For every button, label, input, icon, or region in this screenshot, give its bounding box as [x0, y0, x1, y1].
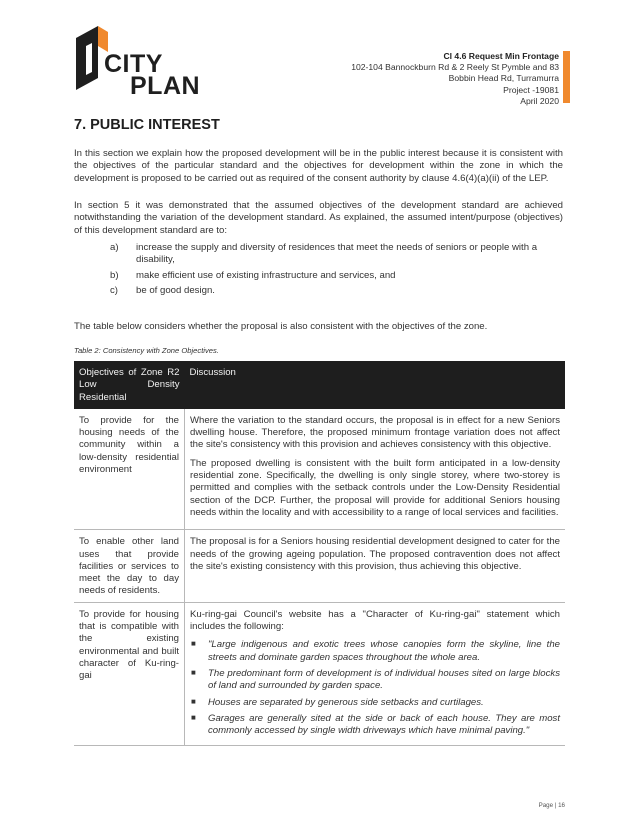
bullet-icon: ■: [191, 639, 196, 649]
table-header-row: [74, 361, 565, 409]
document-header: [351, 51, 559, 107]
list-item: [110, 270, 565, 282]
objective-cell: To provide for housing that is compatible with the existing environmental and built character of Ku-ring-gai: [74, 602, 185, 746]
header-title: Cl 4.6 Request Min Frontage: [443, 51, 559, 61]
list-item-label: b): [110, 269, 119, 281]
bullet-item: [191, 696, 560, 709]
header-accent-bar: [563, 51, 570, 103]
bullet-icon: ■: [191, 667, 196, 677]
bullet-icon: ■: [191, 712, 196, 722]
bullet-text: "Large indigenous and exotic trees whose canopies form the skyline, line the streets and dominate garden spaces throughout the whole area.: [208, 639, 560, 663]
table-row: [74, 602, 565, 746]
bullet-text: Houses are separated by generous side setbacks and curtilages.: [208, 696, 484, 708]
discussion-cell: [185, 602, 566, 746]
list-item: [110, 242, 565, 267]
objective-cell: To enable other land uses that provide facilities or services to meet the day to day needs of residents.: [74, 530, 185, 602]
page-number: Page | 16: [538, 802, 565, 809]
zone-objectives-table: [74, 361, 565, 746]
column-header-objectives: Objectives of Zone R2 Low Density Residential: [74, 361, 185, 409]
bullet-item: [191, 667, 560, 693]
bullet-item: [191, 639, 560, 664]
objectives-list: [110, 242, 565, 300]
header-address-line1: 102-104 Bannockburn Rd & 2 Reely St Pymble and 83: [351, 62, 559, 73]
table-row: [74, 409, 565, 530]
header-project: Project -19081: [503, 84, 559, 95]
list-item-label: c): [110, 284, 118, 296]
paragraph-objectives: In section 5 it was demonstrated that the assumed objectives of the development standard are achieved notwithstanding the variation of the development standard. As explained, the assumed intent/purpose (objectives) of this development standard are to:: [74, 200, 563, 236]
header-date: April 2020: [520, 95, 559, 106]
discussion-paragraph: Where the variation to the standard occurs, the proposal is in effect for a new Seniors dwelling house. Therefore, the proposed minimum frontage variation does not affect the site's consistency with this provision and achieves consistency with this objective.: [190, 414, 560, 451]
bullet-item: [191, 712, 560, 738]
table-row: [74, 530, 565, 602]
header-address-line2: Bobbin Head Rd, Turramurra: [448, 73, 559, 84]
objective-cell: To provide for the housing needs of the community within a low-density residential environment: [74, 409, 185, 530]
paragraph-table-intro: The table below considers whether the proposal is also consistent with the objectives of the zone.: [74, 321, 488, 332]
paragraph-intro: In this section we explain how the proposed development will be in the public interest because it is consistent with the objectives of the particular standard and the objectives for development within the zone in which the development is proposed to be carried out as required of the consent authority by clause 4.6(4)(a)(ii) of the LEP.: [74, 148, 563, 184]
column-header-discussion: Discussion: [185, 361, 566, 409]
discussion-cell: [185, 409, 566, 530]
bullet-icon: ■: [191, 696, 196, 706]
discussion-cell: [185, 530, 566, 602]
list-item-text: make efficient use of existing infrastructure and services, and: [136, 269, 396, 281]
bullet-text: Garages are generally sited at the side or back of each house. They are most commonly accessed by single width driveways which have minimal paving.": [208, 712, 560, 737]
list-item-label: a): [110, 242, 119, 253]
section-heading: 7. PUBLIC INTEREST: [74, 117, 220, 133]
logo-text-plan: PLAN: [130, 72, 201, 100]
list-item-text: increase the supply and diversity of residences that meet the needs of seniors or people with a disability,: [136, 242, 538, 266]
discussion-paragraph: The proposal is for a Seniors housing residential development designed to cater for the needs of the growing ageing population. The proposed contravention does not affect the site's existing consistency with this provision, thus achieving this objective.: [190, 536, 560, 572]
discussion-paragraph: The proposed dwelling is consistent with the built form anticipated in a low-density residential zone. Specifically, the dwelling is only single storey, where two-storey is permitted and complies with the setback controls under the Low-Density Residential section of the DCP. Further, the proposal will provide for additional Seniors housing needs within the locality and with accessibility to a range of local services and facilities.: [190, 457, 560, 518]
list-item-text: be of good design.: [136, 284, 215, 296]
bullet-text: The predominant form of development is of individual houses sited on large blocks of land and surrounded by garden space.: [208, 667, 560, 692]
character-statement-list: [190, 639, 560, 737]
discussion-paragraph: Ku-ring-gai Council's website has a "Character of Ku-ring-gai" statement which includes the following:: [190, 608, 560, 633]
table-caption: Table 2: Consistency with Zone Objectives.: [74, 346, 219, 355]
list-item: [110, 285, 565, 297]
logo-text-city: CITY: [104, 50, 163, 78]
